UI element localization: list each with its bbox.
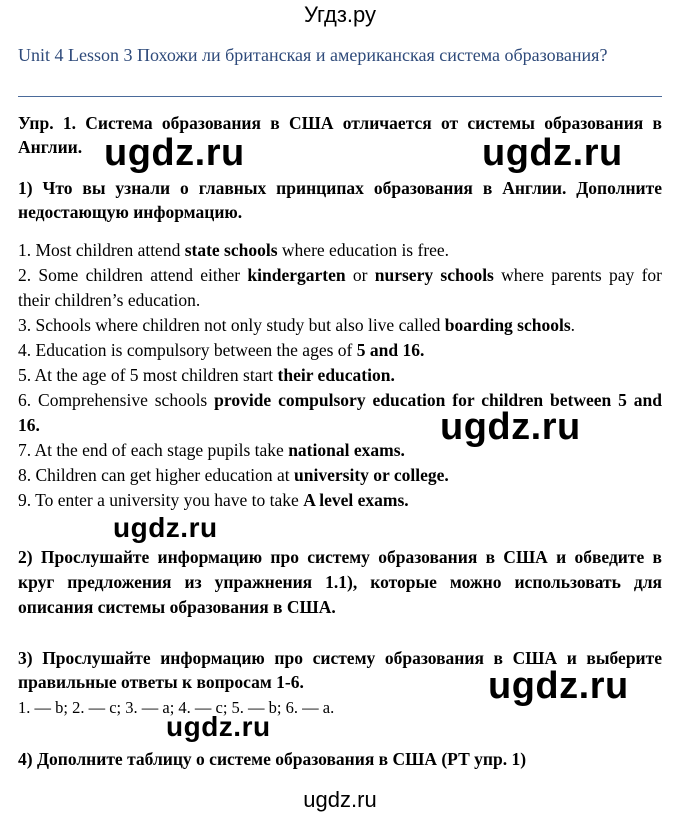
site-title: Угдз.ру xyxy=(303,2,377,27)
watermark: ugdz.ru xyxy=(104,132,245,174)
watermark: ugdz.ru xyxy=(482,132,623,174)
watermark: ugdz.ru xyxy=(488,665,629,707)
list-item: 1. Most children attend state schools where education is free. xyxy=(18,240,450,260)
watermark: ugdz.ru xyxy=(440,406,581,448)
list-item: 8. Children can get higher education at university or college. xyxy=(18,465,449,485)
exercise-1-heading: Упр. 1. Система образования в США отличается от системы образования в Англии. xyxy=(18,113,662,157)
list-item: 9. To enter a university you have to take A level exams. xyxy=(18,490,409,510)
list-item: 7. At the end of each stage pupils take national exams. xyxy=(18,440,405,460)
site-footer: ugdz.ru xyxy=(303,787,377,812)
part-3-answers: 1. — b; 2. — c; 3. — a; 4. — c; 5. — b; 6. — a. xyxy=(18,698,335,717)
list-item: 2. Some children attend either kindergarten or nursery schools where parents pay for their children’s education. xyxy=(18,265,663,310)
header-divider xyxy=(18,96,662,97)
watermark: ugdz.ru xyxy=(113,512,218,543)
list-item: 5. At the age of 5 most children start their education. xyxy=(18,365,395,385)
list-item: 4. Education is compulsory between the ages of 5 and 16. xyxy=(18,340,425,360)
part-1-heading: 1) Что вы узнали о главных принципах образования в Англии. Дополните недостающую информацию. xyxy=(18,178,662,222)
lesson-header: Unit 4 Lesson 3 Похожи ли британская и американская система образования? xyxy=(18,45,608,65)
watermark: ugdz.ru xyxy=(166,711,271,742)
part-4-heading: 4) Дополните таблицу о системе образования в США (РТ упр. 1) xyxy=(18,749,527,769)
list-item: 6. Comprehensive schools provide compulsory education for children between 5 and 16. xyxy=(18,390,662,435)
part-3-heading: 3) Прослушайте информацию про систему образования в США и выберите правильные ответы к вопросам 1-6. xyxy=(18,648,662,692)
answer-list xyxy=(18,238,662,513)
part-2-heading: 2) Прослушайте информацию про систему образования в США и обведите в круг предложения из упражнения 1.1), которые можно использовать для описания системы образования в США. xyxy=(18,547,662,617)
list-item: 3. Schools where children not only study but also live called boarding schools. xyxy=(18,315,576,335)
